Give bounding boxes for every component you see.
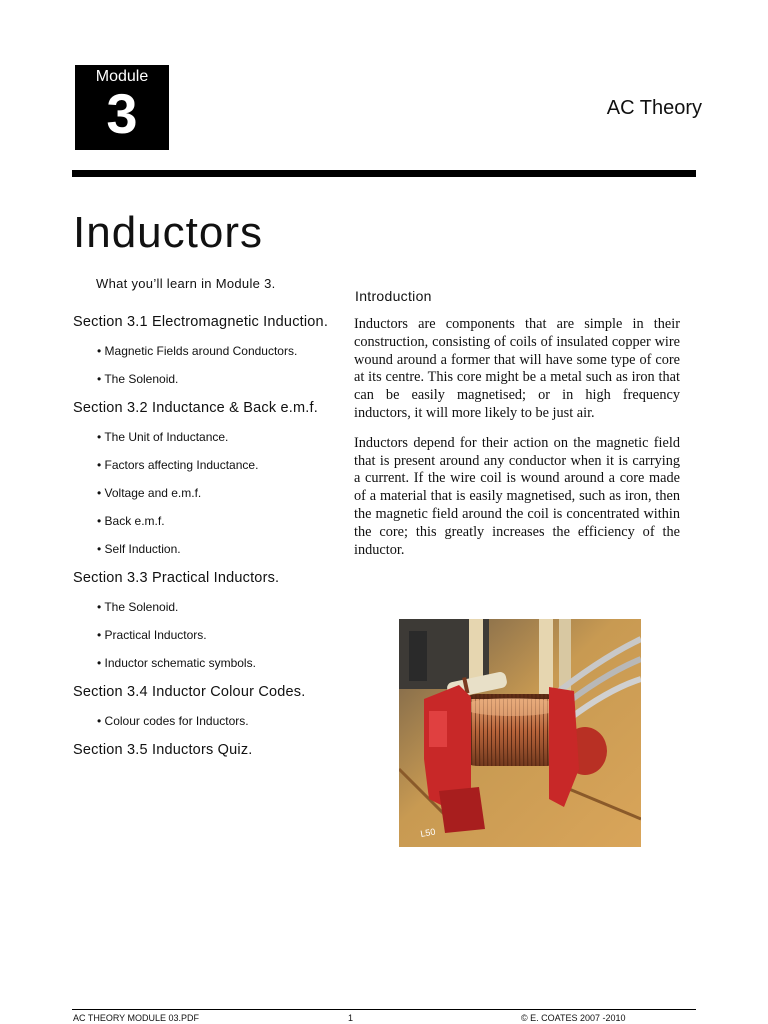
learn-heading: What you’ll learn in Module 3.: [96, 276, 276, 291]
toc-section: Section 3.4 Inductor Colour Codes.: [73, 684, 306, 700]
toc-bullet: • Inductor schematic symbols.: [97, 656, 256, 670]
table-of-contents: [73, 314, 353, 772]
toc-bullet: • The Solenoid.: [97, 600, 179, 614]
header-rule: [72, 170, 696, 177]
toc-bullet: • Practical Inductors.: [97, 628, 207, 642]
page-title: Inductors: [73, 208, 263, 257]
toc-bullet: • Magnetic Fields around Conductors.: [97, 344, 298, 358]
toc-section: Section 3.5 Inductors Quiz.: [73, 742, 253, 758]
toc-bullet: • The Solenoid.: [97, 372, 179, 386]
toc-section: Section 3.3 Practical Inductors.: [73, 570, 280, 586]
footer-rule: [72, 1009, 696, 1010]
footer-page-number: 1: [348, 1013, 354, 1023]
toc-bullet: • Back e.m.f.: [97, 514, 165, 528]
inductor-photo: [399, 619, 641, 847]
footer-copyright: © E. COATES 2007 -2010: [521, 1013, 626, 1023]
footer-filename: AC THEORY MODULE 03.PDF: [73, 1013, 200, 1023]
intro-paragraph-2: Inductors depend for their action on the magnetic field that is present around any conductor when it is carrying a current. If the wire coil is wound around a core made of a material that is easily magnetised, such as iron, then the magnetic field around the coil is concentrated within the core; this greatly increases the efficiency of the inductor.: [354, 434, 680, 558]
toc-bullet: • Self Induction.: [97, 542, 181, 556]
toc-bullet: • Voltage and e.m.f.: [97, 486, 202, 500]
module-number: 3: [106, 82, 138, 145]
intro-paragraph-1: Inductors are components that are simple in their construction, consisting of coils of insulated copper wire wound around a former that will have some type of core at its centre. This core might be a metal such as iron that can be easily magnetised; or in high frequency inductors, it will more likely to be just air.: [354, 316, 680, 421]
intro-heading: Introduction: [355, 288, 432, 304]
pcb-label: L50: [419, 826, 437, 839]
course-title: AC Theory: [606, 97, 702, 119]
module-label: Module: [95, 68, 149, 85]
toc-bullet: • The Unit of Inductance.: [97, 430, 229, 444]
toc-section: Section 3.1 Electromagnetic Induction.: [73, 314, 329, 330]
toc-section: Section 3.2 Inductance & Back e.m.f.: [73, 400, 318, 416]
toc-bullet: • Factors affecting Inductance.: [97, 458, 259, 472]
toc-bullet: • Colour codes for Inductors.: [97, 714, 249, 728]
module-badge: [75, 65, 169, 150]
intro-body: [354, 316, 680, 571]
